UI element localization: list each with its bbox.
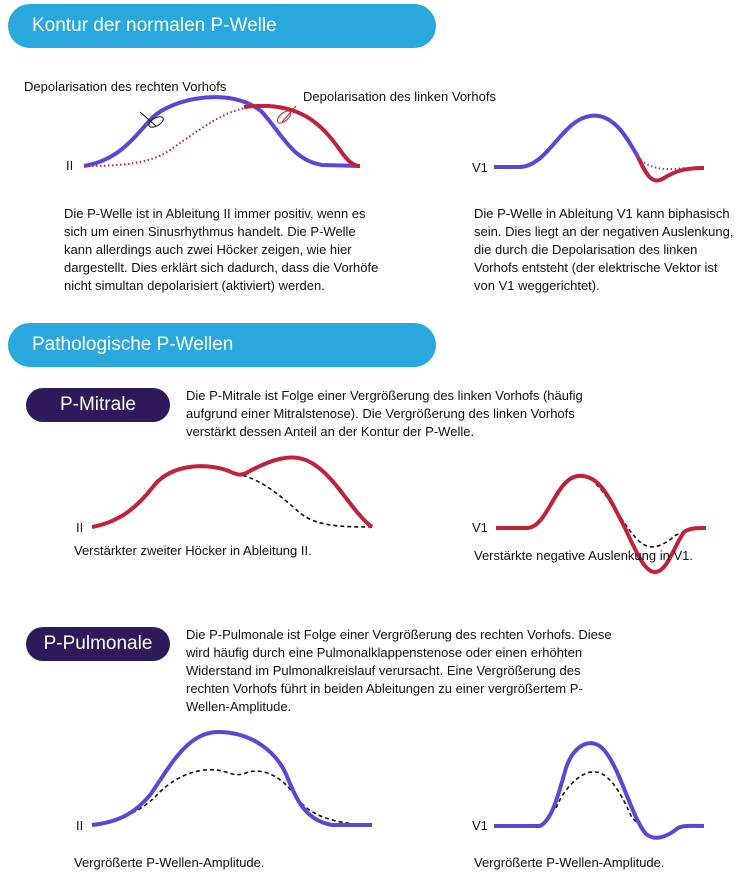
section-title: Pathologische P-Wellen [32, 334, 234, 355]
pathological-wave [494, 743, 704, 838]
label-right-atrium-depolarization: Depolarisation des rechten Vorhofs [24, 79, 227, 94]
caption-mitrale-ii: Verstärkter zweiter Höcker in Ableitung II. [74, 543, 312, 558]
lead-label-v1: V1 [472, 818, 488, 833]
caption-pulmonale-v1: Vergrößerte P-Wellen-Amplitude. [474, 855, 665, 870]
badge-label: P-Pulmonale [43, 633, 153, 654]
lead-label-v1: V1 [472, 520, 488, 535]
lead-label-ii: II [76, 818, 84, 833]
description-p-mitrale: Die P-Mitrale ist Folge einer Vergrößerung des linken Vorhofs (häufig aufgrund einer Mitralstenose). Die Vergrößerung des linken Vorhofs verstärkt dessen Anteil an der Kontur der P-Welle. [186, 388, 583, 439]
lead-label-ii: II [76, 520, 84, 535]
label-left-atrium-depolarization: Depolarisation des linken Vorhofs [303, 89, 496, 104]
lead-label-ii: II [66, 158, 74, 173]
description-p-pulmonale: Die P-Pulmonale ist Folge einer Vergrößerung des rechten Vorhofs. Diese wird häufig durch eine Pulmonalklappenstenose oder einen erhöhten Widerstand im Pulmonalkreislauf verursacht. Eine Vergrößerung des rechten Vorhofs führt in beiden Ableitungen zu einer vergrößertem P- Wellen-Amplitude. [186, 627, 612, 714]
caption-mitrale-v1: Verstärkte negative Auslenkung in V1. [474, 548, 693, 563]
lead-label-v1: V1 [472, 160, 488, 175]
section-title: Kontur der normalen P-Welle [32, 15, 277, 36]
caption-pulmonale-ii: Vergrößerte P-Wellen-Amplitude. [74, 855, 265, 870]
badge-label: P-Mitrale [59, 394, 136, 415]
explanation-lead-v1: Die P-Welle in Ableitung V1 kann biphasisch sein. Dies liegt an der negativen Auslenkung, die durch die Depolarisation des linken Vorhofs entsteht (der elektrische Vektor ist von V1 weggerichtet). [474, 206, 734, 293]
explanation-lead-ii: Die P-Welle ist in Ableitung II immer positiv, wenn es sich um einen Sinusrhythmus handelt. Die P-Welle kann allerdings auch zwei Höcker zeigen, wie hier dargestellt. Dies erklärt sich dadurch, dass die Vorhöfe nicht simultan depolarisiert (aktiviert) werden. [64, 206, 379, 293]
